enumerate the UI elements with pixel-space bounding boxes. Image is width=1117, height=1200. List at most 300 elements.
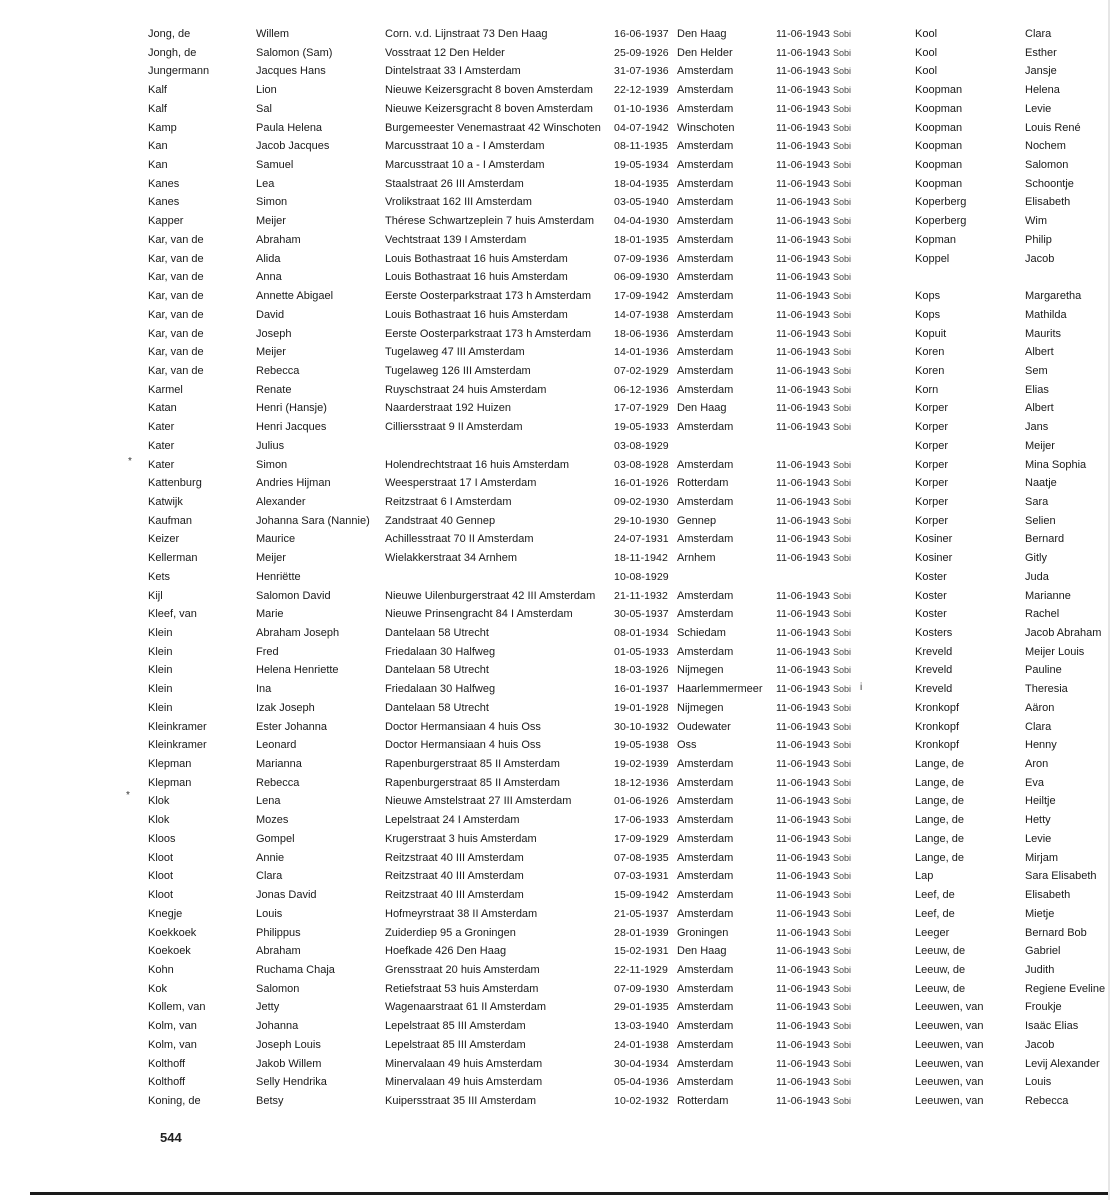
- address-cell: Vechtstraat 139 I Amsterdam: [385, 233, 527, 246]
- surname-cell-right: Kosiner: [915, 533, 953, 546]
- surname-cell: Klein: [148, 683, 173, 696]
- firstname-cell: Jakob Willem: [256, 1057, 322, 1070]
- address-cell: Tugelaweg 47 III Amsterdam: [385, 346, 525, 359]
- surname-cell: Koning, de: [148, 1094, 201, 1107]
- address-cell: Kuipersstraat 35 III Amsterdam: [385, 1094, 537, 1107]
- death-date-cell: 11-06-1943: [776, 832, 830, 845]
- firstname-cell-right: Elias: [1025, 383, 1049, 396]
- address-cell: Dantelaan 58 Utrecht: [385, 627, 489, 639]
- death-date-cell: 11-06-1943: [776, 1001, 830, 1014]
- surname-cell-right: Koster: [915, 608, 947, 621]
- death-place-cell: Sobi: [833, 29, 852, 39]
- firstname-cell-right: Froukje: [1025, 1001, 1062, 1014]
- firstname-cell: Andries Hijman: [256, 477, 331, 490]
- firstname-cell: Julius: [256, 439, 285, 452]
- death-place-cell: Sobi: [833, 590, 852, 601]
- firstname-cell: Gompel: [256, 832, 295, 845]
- surname-cell-right: Koster: [915, 570, 947, 583]
- table-row: [0, 605, 1117, 624]
- address-cell: Cilliersstraat 9 II Amsterdam: [385, 421, 523, 434]
- death-place-cell: Sobi: [833, 628, 852, 638]
- birth-date-cell: 25-09-1926: [614, 46, 669, 59]
- firstname-cell-right: Nochem: [1025, 140, 1066, 153]
- table-row: [0, 736, 1117, 755]
- surname-cell: Kar, van de: [148, 252, 204, 265]
- birth-place-cell: Haarlemmermeer: [677, 683, 763, 696]
- firstname-cell: Abraham: [256, 233, 301, 246]
- firstname-cell: Louis: [256, 907, 283, 920]
- firstname-cell: Anna: [256, 271, 282, 284]
- death-date-cell: 11-06-1943: [776, 233, 830, 246]
- death-date-cell: 11-06-1943: [776, 383, 830, 396]
- address-cell: Louis Bothastraat 16 huis Amsterdam: [385, 271, 568, 284]
- table-row: [0, 418, 1117, 437]
- table-row: [0, 886, 1117, 905]
- birth-date-cell: 17-06-1933: [614, 814, 669, 827]
- death-date-cell: 11-06-1943: [776, 252, 830, 265]
- death-date-cell: 11-06-1943: [776, 870, 830, 883]
- firstname-cell-right: Hetty: [1025, 814, 1051, 827]
- death-place-cell: Sobi: [833, 964, 852, 975]
- firstname-cell-right: Meijer Louis: [1025, 645, 1085, 658]
- firstname-cell: Selly Hendrika: [256, 1076, 327, 1089]
- firstname-cell-right: Albert: [1025, 346, 1054, 359]
- surname-cell: Kellerman: [148, 552, 198, 565]
- address-cell: Vosstraat 12 Den Helder: [385, 46, 505, 59]
- birth-date-cell: 30-10-1932: [614, 720, 669, 733]
- death-date-cell: 11-06-1943: [776, 84, 830, 97]
- birth-date-cell: 07-09-1936: [614, 252, 669, 265]
- table-row: [0, 530, 1117, 549]
- surname-cell: Klein: [148, 645, 173, 658]
- firstname-cell-right: Philip: [1025, 233, 1052, 246]
- death-date-cell: 11-06-1943: [776, 308, 830, 321]
- birth-place-cell: Oudewater: [677, 720, 731, 733]
- birth-place-cell: Amsterdam: [677, 1001, 734, 1014]
- death-date-cell: 11-06-1943: [776, 645, 830, 658]
- firstname-cell-right: Sem: [1025, 364, 1048, 377]
- birth-date-cell: 10-02-1932: [614, 1094, 669, 1107]
- surname-cell-right: Leeuwen, van: [915, 1001, 984, 1014]
- death-date-cell: 11-06-1943: [776, 776, 830, 789]
- surname-cell: Kleef, van: [148, 608, 197, 621]
- firstname-cell-right: Schoontje: [1025, 177, 1074, 190]
- birth-place-cell: Amsterdam: [677, 177, 734, 190]
- death-date-cell: 11-06-1943: [776, 720, 830, 733]
- birth-date-cell: 09-02-1930: [614, 495, 669, 508]
- birth-date-cell: 21-11-1932: [614, 589, 668, 602]
- surname-cell-right: Kool: [915, 65, 938, 78]
- table-row: [0, 137, 1117, 156]
- firstname-cell: Marianna: [256, 758, 302, 771]
- surname-cell: Kar, van de: [148, 327, 204, 340]
- surname-cell-right: Leeuw, de: [915, 982, 966, 995]
- surname-cell: Keizer: [148, 533, 180, 546]
- surname-cell: Kloot: [148, 870, 174, 883]
- birth-date-cell: 03-05-1940: [614, 196, 669, 209]
- firstname-cell: Maurice: [256, 533, 296, 546]
- address-cell: Louis Bothastraat 16 huis Amsterdam: [385, 252, 568, 265]
- surname-cell-right: Koren: [915, 364, 945, 377]
- firstname-cell-right: Wim: [1025, 215, 1047, 228]
- page-number: 544: [160, 1130, 182, 1145]
- firstname-cell: Fred: [256, 645, 279, 658]
- firstname-cell: Joseph: [256, 327, 292, 340]
- table-row: [0, 212, 1117, 231]
- address-cell: Doctor Hermansiaan 4 huis Oss: [385, 739, 541, 752]
- birth-date-cell: 19-05-1933: [614, 421, 669, 434]
- firstname-cell: Rebecca: [256, 776, 300, 789]
- surname-cell-right: Koopman: [915, 102, 963, 115]
- table-row: [0, 156, 1117, 175]
- address-cell: Staalstraat 26 III Amsterdam: [385, 177, 524, 190]
- death-place-cell: Sobi: [833, 384, 852, 395]
- death-place-cell: Sobi: [833, 534, 852, 545]
- surname-cell-right: Lange, de: [915, 758, 964, 771]
- surname-cell: Kanes: [148, 196, 180, 209]
- birth-place-cell: Amsterdam: [677, 215, 734, 228]
- surname-cell: Kijl: [148, 589, 163, 602]
- surname-cell-right: Kopuit: [915, 327, 947, 340]
- birth-date-cell: 14-07-1938: [614, 308, 669, 321]
- birth-date-cell: 18-04-1935: [614, 177, 669, 190]
- birth-place-cell: Amsterdam: [677, 1057, 734, 1070]
- death-place-cell: Sobi: [833, 253, 852, 264]
- death-date-cell: 11-06-1943: [776, 664, 830, 677]
- firstname-cell-right: Margaretha: [1025, 290, 1082, 303]
- surname-cell: Kolm, van: [148, 1038, 197, 1051]
- death-date-cell: 11-06-1943: [776, 514, 830, 527]
- surname-cell-right: Kops: [915, 308, 941, 321]
- address-cell: Weesperstraat 17 I Amsterdam: [385, 477, 537, 490]
- surname-cell-right: Kool: [915, 46, 938, 59]
- death-date-cell: 11-06-1943: [776, 683, 830, 696]
- death-date-cell: 11-06-1943: [776, 196, 830, 209]
- death-date-cell: 11-06-1943: [776, 215, 830, 228]
- address-cell: Thérese Schwartzeplein 7 huis Amsterdam: [385, 215, 595, 228]
- firstname-cell-right: Levij Alexander: [1025, 1057, 1100, 1070]
- death-place-cell: Sobi: [833, 85, 852, 96]
- birth-place-cell: Amsterdam: [677, 758, 734, 771]
- firstname-cell: Ruchama Chaja: [256, 963, 335, 976]
- birth-place-cell: Gennep: [677, 514, 717, 527]
- birth-place-cell: Nijmegen: [677, 701, 724, 714]
- firstname-cell-right: Mirjam: [1025, 851, 1058, 864]
- table-row: [0, 849, 1117, 868]
- table-row: [0, 493, 1117, 512]
- birth-date-cell: 04-04-1930: [614, 215, 669, 228]
- table-row: [0, 512, 1117, 531]
- birth-place-cell: Oss: [677, 739, 697, 752]
- death-place-cell: Sobi: [833, 1077, 852, 1088]
- death-place-cell: Sobi: [833, 815, 852, 826]
- surname-cell: Katwijk: [148, 495, 183, 508]
- firstname-cell-right: Gabriel: [1025, 945, 1061, 958]
- surname-cell-right: Lange, de: [915, 832, 964, 845]
- table-row: [0, 905, 1117, 924]
- death-date-cell: 11-06-1943: [776, 1076, 830, 1089]
- address-cell: Nieuwe Uilenburgerstraat 42 III Amsterdam: [385, 589, 596, 602]
- surname-cell: Koekkoek: [148, 926, 197, 939]
- firstname-cell-right: Theresia: [1025, 683, 1068, 696]
- birth-date-cell: 19-02-1939: [614, 758, 669, 771]
- firstname-cell-right: Mietje: [1025, 907, 1055, 920]
- address-cell: Tugelaweg 126 III Amsterdam: [385, 364, 531, 377]
- surname-cell: Klein: [148, 664, 173, 677]
- birth-place-cell: Amsterdam: [677, 963, 734, 976]
- death-place-cell: Sobi: [833, 759, 852, 770]
- death-date-cell: 11-06-1943: [776, 907, 830, 920]
- death-place-cell: Sobi: [833, 478, 852, 489]
- firstname-cell: Johanna: [256, 1020, 299, 1033]
- death-place-cell: Sobi: [833, 796, 852, 807]
- death-place-cell: Sobi: [833, 496, 852, 507]
- surname-cell-right: Leeuw, de: [915, 945, 966, 958]
- firstname-cell: Henri Jacques: [256, 421, 327, 434]
- firstname-cell-right: Maurits: [1025, 327, 1062, 340]
- birth-date-cell: 07-03-1931: [614, 870, 669, 883]
- firstname-cell: Annie: [256, 851, 285, 864]
- firstname-cell: Henriëtte: [256, 570, 301, 583]
- surname-cell: Kets: [148, 570, 171, 583]
- firstname-cell-right: Levie: [1025, 102, 1052, 115]
- death-date-cell: 11-06-1943: [776, 458, 830, 471]
- surname-cell: Kohn: [148, 963, 174, 976]
- table-row: [0, 44, 1117, 63]
- table-row: [0, 699, 1117, 718]
- firstname-cell: Ina: [256, 683, 272, 696]
- surname-cell-right: Korper: [915, 514, 949, 527]
- firstname-cell: Jonas David: [256, 889, 317, 902]
- firstname-cell: Joseph Louis: [256, 1038, 321, 1051]
- surname-cell: Kloot: [148, 851, 174, 864]
- birth-place-cell: Amsterdam: [677, 233, 734, 246]
- firstname-cell-right: Rebecca: [1025, 1094, 1069, 1107]
- address-cell: Zuiderdiep 95 a Groningen: [385, 926, 516, 939]
- table-row: [0, 755, 1117, 774]
- death-place-cell: Sobi: [833, 66, 852, 77]
- death-date-cell: 11-06-1943: [776, 701, 830, 714]
- firstname-cell-right: Pauline: [1025, 664, 1062, 677]
- surname-cell-right: Koster: [915, 589, 947, 602]
- surname-cell: Kar, van de: [148, 308, 204, 321]
- death-date-cell: 11-06-1943: [776, 758, 830, 771]
- birth-date-cell: 18-06-1936: [614, 327, 669, 340]
- firstname-cell: Jacob Jacques: [256, 140, 330, 153]
- address-cell: Lepelstraat 85 III Amsterdam: [385, 1038, 526, 1051]
- firstname-cell-right: Bernard Bob: [1025, 926, 1087, 939]
- firstname-cell-right: Sara: [1025, 495, 1049, 508]
- bottom-rule: [30, 1192, 1110, 1195]
- death-date-cell: 11-06-1943: [776, 65, 830, 78]
- death-place-cell: Sobi: [833, 1058, 852, 1069]
- death-place-cell: Sobi: [833, 216, 852, 227]
- address-cell: Eerste Oosterparkstraat 173 h Amsterdam: [385, 290, 592, 303]
- surname-cell-right: Lange, de: [915, 795, 964, 808]
- death-place-cell: Sobi: [833, 1095, 852, 1106]
- death-date-cell: 11-06-1943: [776, 851, 830, 864]
- death-date-cell: 11-06-1943: [776, 795, 830, 808]
- surname-cell-right: Kronkopf: [915, 720, 960, 733]
- surname-cell-right: Kreveld: [915, 683, 953, 696]
- surname-cell-right: Leef, de: [915, 907, 955, 920]
- death-date-cell: 11-06-1943: [776, 477, 830, 490]
- firstname-cell-right: Elisabeth: [1025, 196, 1071, 209]
- surname-cell: Karmel: [148, 383, 183, 396]
- address-cell: Hoefkade 426 Den Haag: [385, 945, 507, 958]
- death-date-cell: 11-06-1943: [776, 102, 830, 115]
- surname-cell: Jong, de: [148, 28, 191, 40]
- address-cell: Ruyschstraat 24 huis Amsterdam: [385, 383, 547, 396]
- surname-cell: Koekoek: [148, 945, 191, 958]
- firstname-cell-right: Juda: [1025, 570, 1049, 583]
- birth-place-cell: Den Helder: [677, 46, 733, 59]
- birth-place-cell: Amsterdam: [677, 889, 734, 902]
- surname-cell: Kan: [148, 140, 168, 153]
- firstname-cell: Clara: [256, 870, 283, 883]
- surname-cell-right: Koopman: [915, 121, 963, 134]
- surname-cell-right: Korper: [915, 495, 949, 508]
- firstname-cell-right: Sara Elisabeth: [1025, 870, 1097, 883]
- firstname-cell: Meijer: [256, 552, 286, 565]
- firstname-cell-right: Naatje: [1025, 477, 1057, 490]
- address-cell: Friedalaan 30 Halfweg: [385, 645, 496, 658]
- birth-date-cell: 21-05-1937: [614, 907, 669, 920]
- birth-date-cell: 30-04-1934: [614, 1057, 669, 1070]
- death-place-cell: Sobi: [833, 946, 852, 957]
- address-cell: Corn. v.d. Lijnstraat 73 Den Haag: [385, 28, 548, 40]
- address-cell: Dantelaan 58 Utrecht: [385, 701, 489, 714]
- birth-date-cell: 04-07-1942: [614, 121, 669, 134]
- birth-date-cell: 22-11-1929: [614, 963, 668, 976]
- death-place-cell: Sobi: [833, 122, 852, 133]
- table-row: [0, 62, 1117, 81]
- firstname-cell: Salomon: [256, 982, 300, 995]
- firstname-cell: Simon: [256, 196, 288, 209]
- address-cell: Minervalaan 49 huis Amsterdam: [385, 1076, 543, 1089]
- firstname-cell-right: Helena: [1025, 84, 1060, 97]
- surname-cell: Kloos: [148, 832, 176, 845]
- death-date-cell: 11-06-1943: [776, 739, 830, 752]
- table-row: [0, 961, 1117, 980]
- table-row: [0, 624, 1117, 643]
- birth-place-cell: Winschoten: [677, 121, 735, 134]
- address-cell: Reitzstraat 6 I Amsterdam: [385, 495, 512, 508]
- birth-place-cell: Amsterdam: [677, 159, 734, 172]
- table-row: [0, 381, 1117, 400]
- address-cell: Reitzstraat 40 III Amsterdam: [385, 870, 524, 883]
- surname-cell-right: Leeuwen, van: [915, 1076, 984, 1089]
- death-place-cell: Sobi: [833, 908, 852, 919]
- birth-date-cell: 08-11-1935: [614, 140, 668, 153]
- death-date-cell: 11-06-1943: [776, 1094, 830, 1107]
- birth-date-cell: 01-05-1933: [614, 645, 669, 658]
- firstname-cell: Meijer: [256, 215, 286, 228]
- birth-place-cell: Amsterdam: [677, 65, 734, 78]
- firstname-cell: Meijer: [256, 346, 286, 359]
- death-place-cell: Sobi: [833, 1021, 852, 1032]
- firstname-cell-right: Henny: [1025, 739, 1057, 752]
- address-cell: Lepelstraat 24 I Amsterdam: [385, 814, 520, 827]
- birth-place-cell: Amsterdam: [677, 608, 734, 621]
- surname-cell-right: Leeuwen, van: [915, 1020, 984, 1033]
- firstname-cell-right: Levie: [1025, 832, 1052, 845]
- firstname-cell-right: Salomon: [1025, 159, 1069, 172]
- death-place-cell: Sobi: [833, 740, 852, 751]
- birth-date-cell: 18-03-1926: [614, 664, 669, 677]
- surname-cell: Kalf: [148, 102, 167, 115]
- firstname-cell: Rebecca: [256, 364, 300, 377]
- death-date-cell: 11-06-1943: [776, 963, 830, 976]
- surname-cell: Kaufman: [148, 514, 193, 527]
- birth-date-cell: 29-01-1935: [614, 1001, 669, 1014]
- surname-cell: Kar, van de: [148, 233, 204, 246]
- birth-date-cell: 17-09-1929: [614, 832, 669, 845]
- birth-place-cell: Amsterdam: [677, 252, 734, 265]
- birth-date-cell: 19-01-1928: [614, 701, 669, 714]
- firstname-cell-right: Jansje: [1025, 65, 1057, 78]
- page-edge: [1108, 0, 1110, 1200]
- address-cell: Nieuwe Keizersgracht 8 boven Amsterdam: [385, 102, 593, 115]
- surname-cell-right: Koppel: [915, 252, 950, 265]
- address-cell: Rapenburgerstraat 85 II Amsterdam: [385, 776, 560, 789]
- surname-cell: Kolthoff: [148, 1057, 186, 1070]
- death-place-cell: Sobi: [833, 553, 852, 564]
- birth-date-cell: 31-07-1936: [614, 65, 669, 78]
- birth-place-cell: Amsterdam: [677, 140, 734, 153]
- surname-cell-right: Koopman: [915, 140, 963, 153]
- firstname-cell-right: Esther: [1025, 46, 1057, 59]
- firstname-cell-right: Jans: [1025, 421, 1049, 434]
- death-place-cell: Sobi: [833, 365, 852, 376]
- birth-place-cell: Amsterdam: [677, 1076, 734, 1089]
- table-row: [0, 399, 1117, 418]
- firstname-cell: Izak Joseph: [256, 701, 315, 714]
- birth-date-cell: 16-01-1926: [614, 477, 669, 490]
- address-cell: Lepelstraat 85 III Amsterdam: [385, 1020, 526, 1033]
- birth-place-cell: Arnhem: [677, 552, 716, 565]
- surname-cell-right: Korper: [915, 458, 949, 471]
- death-place-cell: Sobi: [833, 983, 852, 994]
- birth-date-cell: 06-12-1936: [614, 383, 669, 396]
- birth-place-cell: Amsterdam: [677, 458, 734, 471]
- address-cell: Retiefstraat 53 huis Amsterdam: [385, 982, 539, 995]
- firstname-cell-right: Judith: [1025, 963, 1055, 976]
- firstname-cell-right: Jacob: [1025, 252, 1055, 265]
- surname-cell-right: Lange, de: [915, 851, 964, 864]
- surname-cell: Kanes: [148, 177, 180, 190]
- surname-cell: Kleinkramer: [148, 739, 207, 752]
- birth-place-cell: Amsterdam: [677, 84, 734, 97]
- surname-cell-right: Kreveld: [915, 664, 953, 677]
- firstname-cell-right: Louis: [1025, 1076, 1052, 1089]
- address-cell: Minervalaan 49 huis Amsterdam: [385, 1057, 543, 1070]
- birth-date-cell: 03-08-1928: [614, 458, 669, 471]
- surname-cell: Kleinkramer: [148, 720, 207, 733]
- death-place-cell: Sobi: [833, 309, 852, 320]
- birth-place-cell: Amsterdam: [677, 533, 734, 546]
- death-place-cell: Sobi: [833, 160, 852, 171]
- table-row: [0, 643, 1117, 662]
- birth-date-cell: 17-09-1942: [614, 290, 669, 303]
- surname-cell-right: Leeger: [915, 926, 950, 939]
- death-place-cell: Sobi: [833, 702, 852, 713]
- margin-mark: *: [126, 790, 130, 801]
- firstname-cell-right: Jacob Abraham: [1025, 627, 1102, 639]
- birth-place-cell: Amsterdam: [677, 645, 734, 658]
- birth-date-cell: 07-09-1930: [614, 982, 669, 995]
- surname-cell: Klok: [148, 795, 170, 808]
